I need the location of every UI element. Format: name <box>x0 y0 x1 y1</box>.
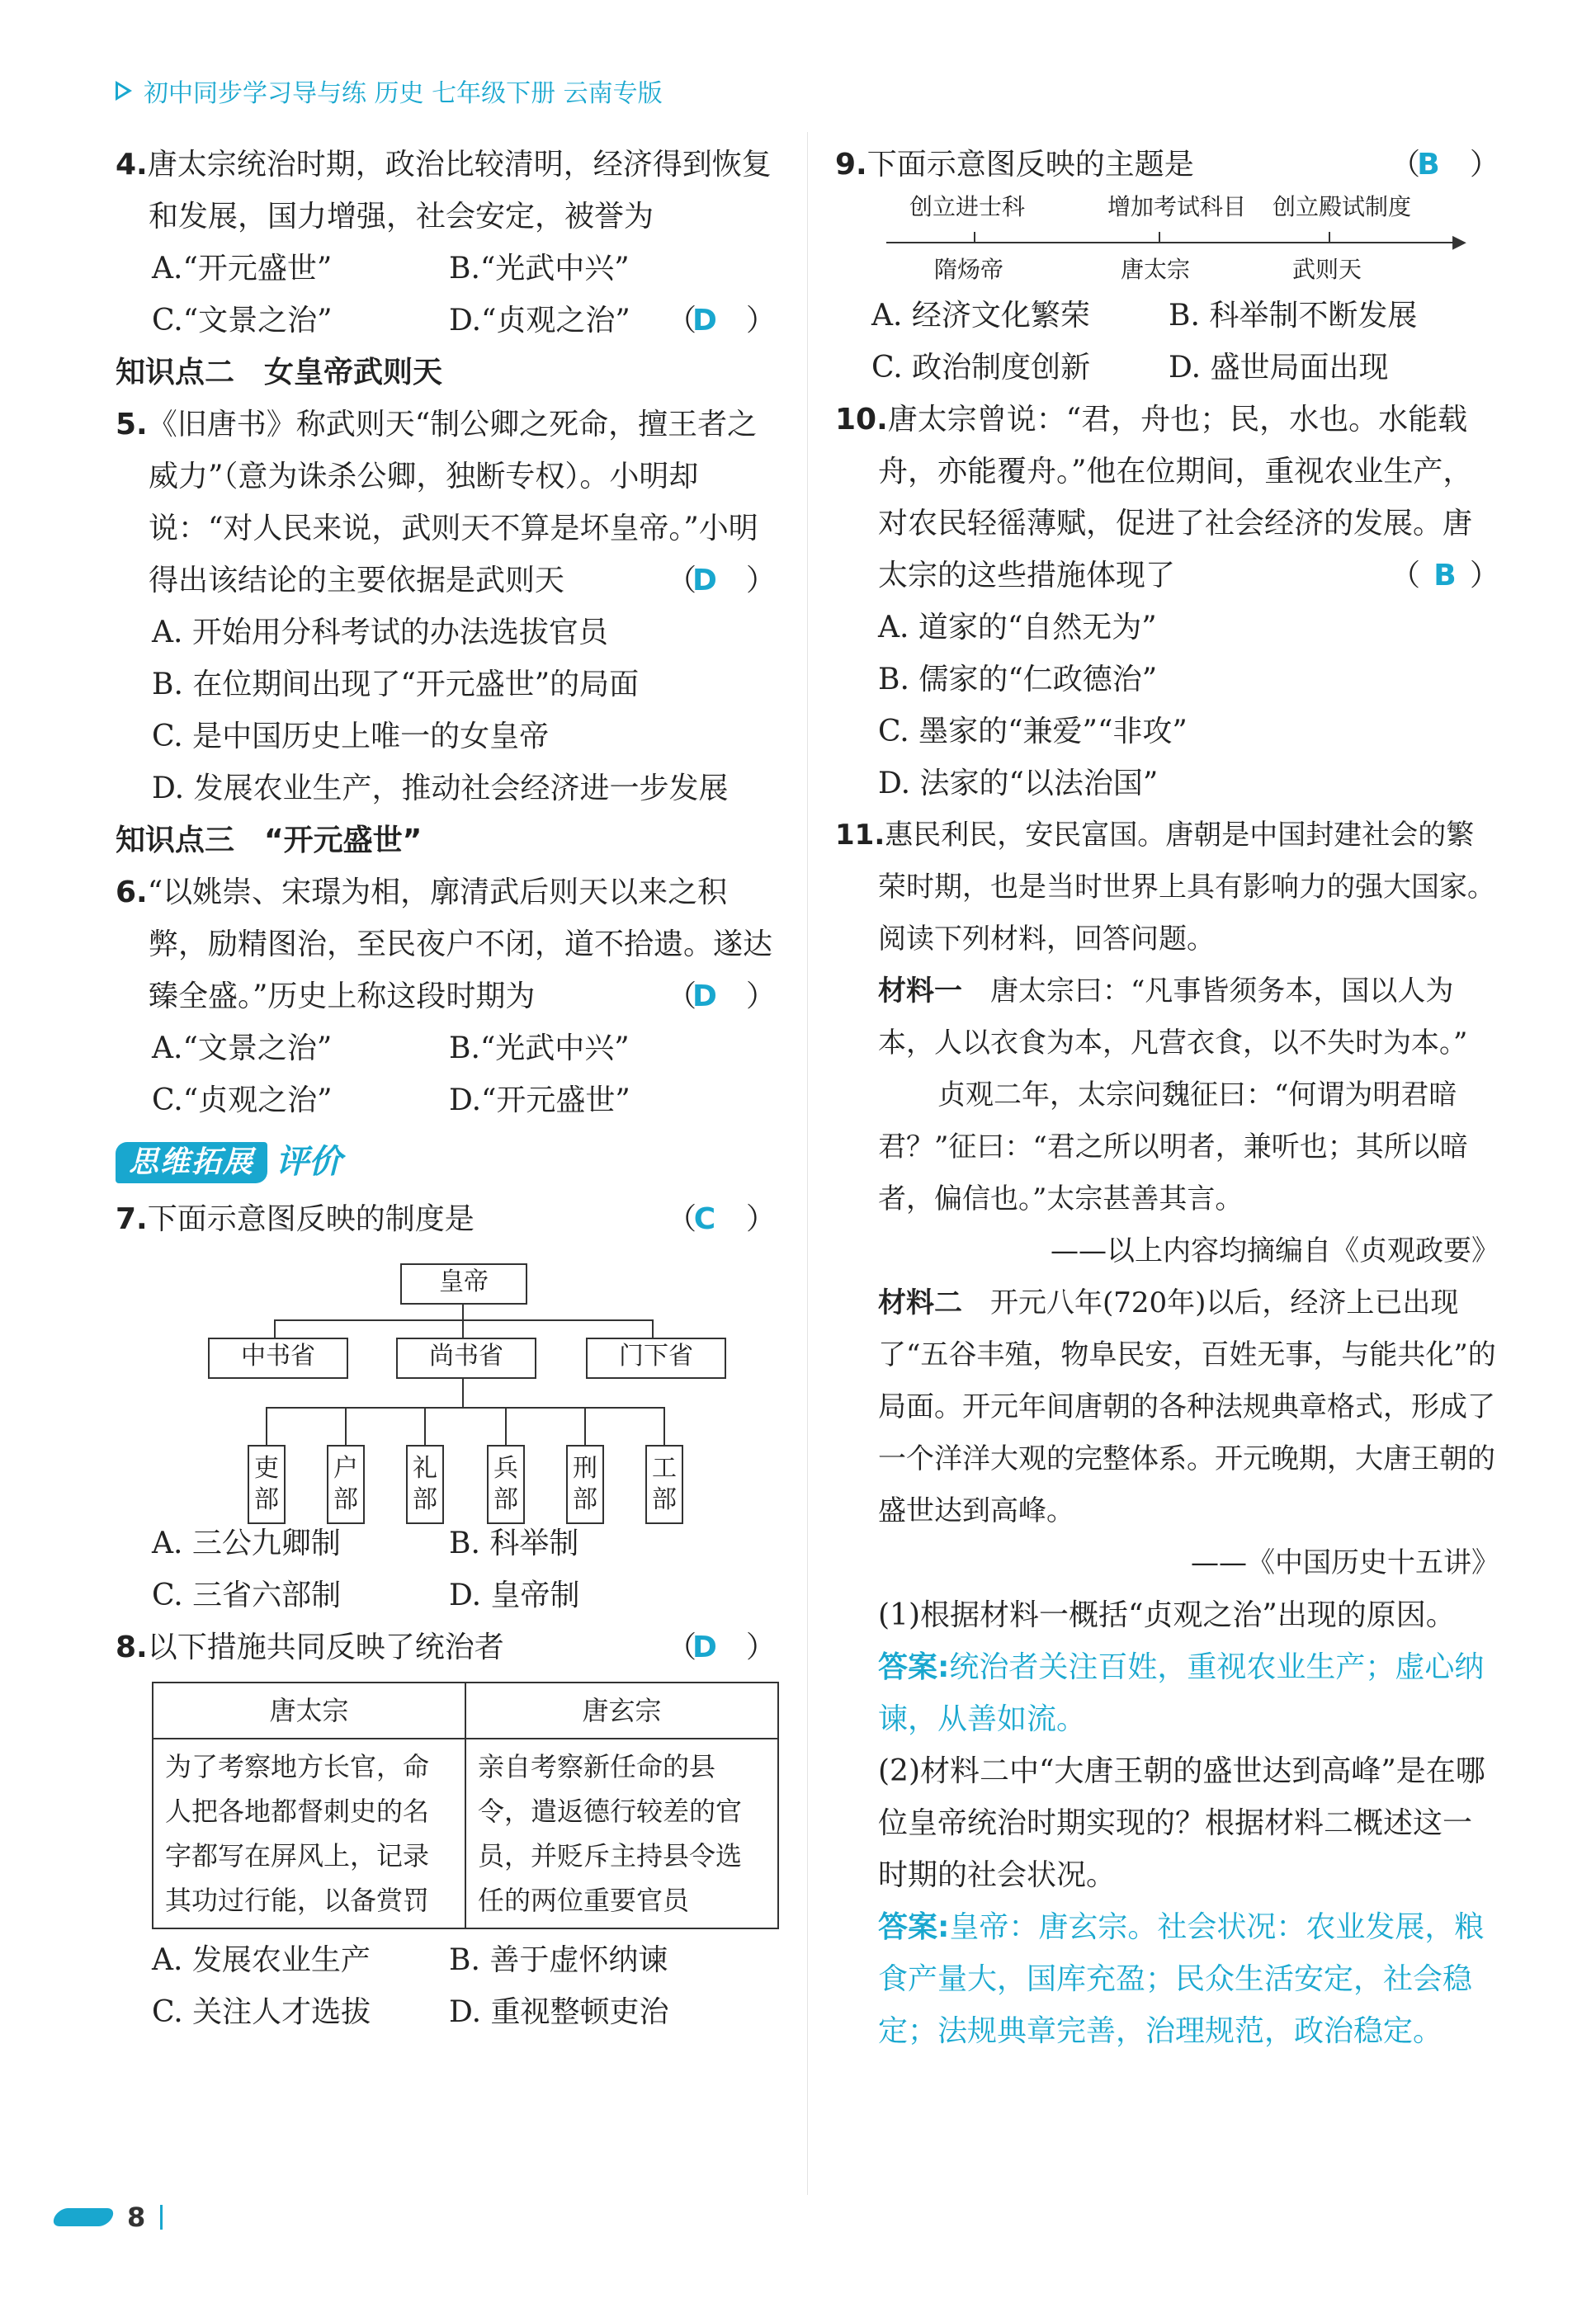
answer-1 <box>878 1641 1499 1745</box>
answer-letter: D <box>692 564 717 597</box>
connector <box>462 1319 464 1338</box>
node-emperor: 皇帝 <box>400 1263 527 1305</box>
option-b: B.“光武中兴” <box>449 252 630 286</box>
question-number: 10. <box>835 403 888 437</box>
answer-label: 答案: <box>878 1650 950 1684</box>
answer-bracket: （C ） <box>700 1193 776 1245</box>
timeline-diagram <box>835 191 1499 314</box>
answer-letter: D <box>692 304 717 337</box>
timeline-event: 创立殿试制度 <box>1273 193 1412 220</box>
node-xingbu: 刑部 <box>566 1445 604 1524</box>
option-b: B. 儒家的“仁政德治” <box>878 663 1158 696</box>
footer-decoration <box>50 2208 116 2226</box>
option-a: A.“开元盛世” <box>152 252 333 286</box>
page-header <box>116 73 663 109</box>
material-source: ——《中国历史十五讲》 <box>1191 1546 1499 1579</box>
node-bingbu: 兵部 <box>487 1445 525 1524</box>
options <box>116 606 776 814</box>
section-banner <box>116 1136 342 1188</box>
table-cell: 亲自考察新任命的县令，遣返德行较差的官员，并贬斥主持县令选任的两位重要官员 <box>465 1739 778 1928</box>
material-source: ——以上内容均摘编自《贞观政要》 <box>1051 1234 1499 1267</box>
knowledge-point-heading: 知识点三 “开元盛世” <box>116 824 423 857</box>
table-header: 唐太宗 <box>153 1683 465 1739</box>
material-2 <box>835 1277 1499 1589</box>
question-10 <box>835 394 1499 809</box>
sub-question-1: (1)根据材料一概括“贞观之治”出现的原因。 <box>878 1598 1456 1632</box>
answer-bracket: （D ） <box>700 295 776 347</box>
node-menxia: 门下省 <box>586 1338 726 1379</box>
material-label: 材料二 <box>878 1286 962 1319</box>
connector <box>584 1407 586 1445</box>
option-a: A. 道家的“自然无为” <box>878 611 1157 644</box>
option-c: C. 墨家的“兼爱”“非攻” <box>878 715 1188 748</box>
options <box>116 1022 776 1126</box>
timeline-tick <box>974 232 975 243</box>
question-number: 4. <box>116 148 148 182</box>
node-hubu: 户部 <box>327 1445 365 1524</box>
option-b: B. 在位期间出现了“开元盛世”的局面 <box>152 668 640 701</box>
play-triangle-icon <box>116 81 132 101</box>
option-b: B.“光武中兴” <box>449 1031 630 1065</box>
timeline-event: 创立进士科 <box>909 193 1026 220</box>
timeline-tick <box>1329 232 1330 243</box>
node-shangshu: 尚书省 <box>396 1338 536 1379</box>
question-6 <box>116 866 776 1126</box>
option-a: A.“文景之治” <box>152 1031 333 1065</box>
table-header: 唐玄宗 <box>465 1683 778 1739</box>
options <box>835 602 1499 809</box>
timeline-ruler: 隋炀帝 <box>934 256 1004 283</box>
node-libu-personnel: 吏部 <box>248 1445 286 1524</box>
question-number: 11. <box>835 819 885 852</box>
material-text: 贞观二年，太宗问魏征曰：“何谓为明君暗君？”征曰：“君之所以明者，兼听也；其所以暗者，偏信也。”太宗甚善其言。 <box>878 1078 1468 1215</box>
question-stem: 唐太宗曾说：“君，舟也；民，水也。水能载舟，亦能覆舟。”他在位期间，重视农业生产，对农民轻徭薄赋，促进了社会经济的发展。唐太宗的这些措施体现了 <box>878 403 1473 592</box>
answer-letter: D <box>692 1631 717 1664</box>
option-d: D.“开元盛世” <box>449 1083 630 1117</box>
question-stem: 以下措施共同反映了统治者 <box>147 1631 504 1664</box>
connector <box>424 1407 426 1445</box>
option-c: C. 是中国历史上唯一的女皇帝 <box>152 720 550 753</box>
question-number: 8. <box>116 1631 148 1664</box>
material-1 <box>835 965 1499 1277</box>
timeline-event: 增加考试科目 <box>1107 193 1247 220</box>
option-a: A. 发展农业生产 <box>152 1943 371 1977</box>
answer-letter: C <box>693 1202 716 1236</box>
question-number: 6. <box>116 876 148 909</box>
connector <box>266 1407 665 1409</box>
question-9 <box>835 139 1499 394</box>
connector <box>462 1303 464 1319</box>
connector <box>266 1407 267 1445</box>
options <box>116 1934 776 2038</box>
answer-bracket: （D ） <box>700 970 776 1022</box>
question-number: 7. <box>116 1202 148 1236</box>
answer-bracket: （ B ） <box>1391 550 1499 602</box>
banner-sub: 评价 <box>276 1143 342 1181</box>
node-zhongshu: 中书省 <box>208 1338 348 1379</box>
option-d: D. 发展农业生产，推动社会经济进一步发展 <box>152 772 729 805</box>
answer-letter: B <box>1417 148 1440 182</box>
answer-bracket: （D ） <box>700 1621 776 1673</box>
material-text: 唐太宗曰：“凡事皆须务本，国以人为本，人以衣食为本，凡营衣食，以不失时为本。” <box>878 975 1468 1060</box>
connector <box>505 1407 507 1445</box>
option-c: C. 政治制度创新 <box>871 351 1091 385</box>
right-column <box>835 139 1499 2057</box>
timeline-ruler: 武则天 <box>1292 256 1362 283</box>
table-cell: 为了考察地方长官，命人把各地都督刺史的名字都写在屏风上，记录其功过行能，以备赏罚 <box>153 1739 465 1928</box>
option-b: B. 善于虚怀纳谏 <box>449 1943 668 1977</box>
option-a: A. 三公九卿制 <box>152 1527 341 1560</box>
material-label: 材料一 <box>878 975 962 1008</box>
connector <box>274 1319 276 1338</box>
question-stem: 唐太宗统治时期，政治比较清明，经济得到恢复和发展，国力增强，社会安定，被誉为 <box>147 148 772 234</box>
option-d: D.“贞观之治” <box>449 304 630 337</box>
hierarchy-diagram <box>116 1245 776 1633</box>
timeline-tick <box>1159 232 1160 243</box>
answer-letter: D <box>692 979 717 1013</box>
question-11 <box>835 809 1499 2057</box>
material-text: 开元八年(720年)以后，经济上已出现了“五谷丰殖，物阜民安，百姓无事，与能共化”的局面。开元年间唐朝的各种法规典章格式，形成了一个洋洋大观的完整体系。开元晚期，大唐王朝的盛世达到高峰。 <box>878 1286 1496 1527</box>
option-d: D. 重视整顿吏治 <box>449 1995 669 2029</box>
answer-text: 皇帝：唐玄宗。社会状况：农业发展，粮食产量大，国库充盈；民众生活安定，社会稳定；法规典章完善，治理规范，政治稳定。 <box>878 1910 1485 2048</box>
option-b: B. 科举制 <box>449 1527 579 1560</box>
question-4 <box>116 139 776 347</box>
answer-letter: B <box>1433 559 1457 592</box>
banner-main: 思维拓展 <box>116 1142 267 1183</box>
question-8 <box>116 1621 776 2038</box>
connector <box>652 1319 654 1338</box>
option-b: B. 科举制不断发展 <box>1169 299 1418 333</box>
knowledge-point-heading: 知识点二 女皇帝武则天 <box>116 356 443 389</box>
question-stem: 《旧唐书》称武则天“制公卿之死命，擅王者之威力”（意为诛杀公卿，独断专权）。小明却说：“对人民来说，武则天不算是坏皇帝。”小明得出该结论的主要依据是武则天 <box>147 408 758 597</box>
option-d: D. 法家的“以法治国” <box>878 767 1159 800</box>
page-number: 8 <box>127 2202 146 2233</box>
question-7 <box>116 1193 776 1621</box>
page-footer <box>54 2202 163 2233</box>
connector <box>345 1407 347 1445</box>
answer-bracket: （B ） <box>1424 139 1499 191</box>
option-c: C. 三省六部制 <box>152 1579 342 1612</box>
left-column <box>116 139 776 2038</box>
header-title: 初中同步学习导与练 历史 七年级下册 云南专版 <box>144 79 663 108</box>
connector <box>663 1407 665 1445</box>
question-stem: 惠民利民，安民富国。唐朝是中国封建社会的繁荣时期，也是当时世界上具有影响力的强大国家。阅读下列材料，回答问题。 <box>878 819 1495 956</box>
sub-question-2: (2)材料二中“大唐王朝的盛世达到高峰”是在哪位皇帝统治时期实现的？根据材料二概述这一时期的社会状况。 <box>878 1754 1485 1892</box>
answer-label: 答案: <box>878 1910 950 1944</box>
question-stem: “以姚崇、宋璟为相，廓清武后则天以来之积弊，励精图治，至民夜户不闭，道不拾遗。遂达臻全盛。”历史上称这段时期为 <box>147 876 773 1013</box>
node-gongbu: 工部 <box>645 1445 683 1524</box>
option-c: C.“文景之治” <box>152 304 333 337</box>
sub-questions <box>835 1589 1499 2057</box>
question-number: 9. <box>835 148 867 182</box>
answer-2 <box>878 1901 1499 2057</box>
answer-bracket: （D ） <box>700 555 776 606</box>
connector <box>462 1377 464 1407</box>
option-c: C. 关注人才选拔 <box>152 1995 371 2029</box>
question-number: 5. <box>116 408 148 441</box>
footer-bar <box>160 2205 163 2230</box>
column-divider <box>807 132 808 2195</box>
option-a: A. 开始用分科考试的办法选拔官员 <box>152 616 608 649</box>
option-d: D. 皇帝制 <box>449 1579 580 1612</box>
option-c: C.“贞观之治” <box>152 1083 333 1117</box>
arrow-right-icon: ▶ <box>1452 232 1466 253</box>
comparison-table <box>152 1682 779 1929</box>
option-d: D. 盛世局面出现 <box>1169 351 1389 385</box>
node-libu-rites: 礼部 <box>406 1445 444 1524</box>
timeline-axis <box>886 242 1456 243</box>
question-stem: 下面示意图反映的主题是 <box>866 148 1194 182</box>
question-stem: 下面示意图反映的制度是 <box>147 1202 475 1236</box>
option-a: A. 经济文化繁荣 <box>871 299 1090 333</box>
question-5 <box>116 399 776 814</box>
answer-text: 统治者关注百姓，重视农业生产；虚心纳谏，从善如流。 <box>878 1650 1485 1736</box>
timeline-ruler: 唐太宗 <box>1121 256 1191 283</box>
